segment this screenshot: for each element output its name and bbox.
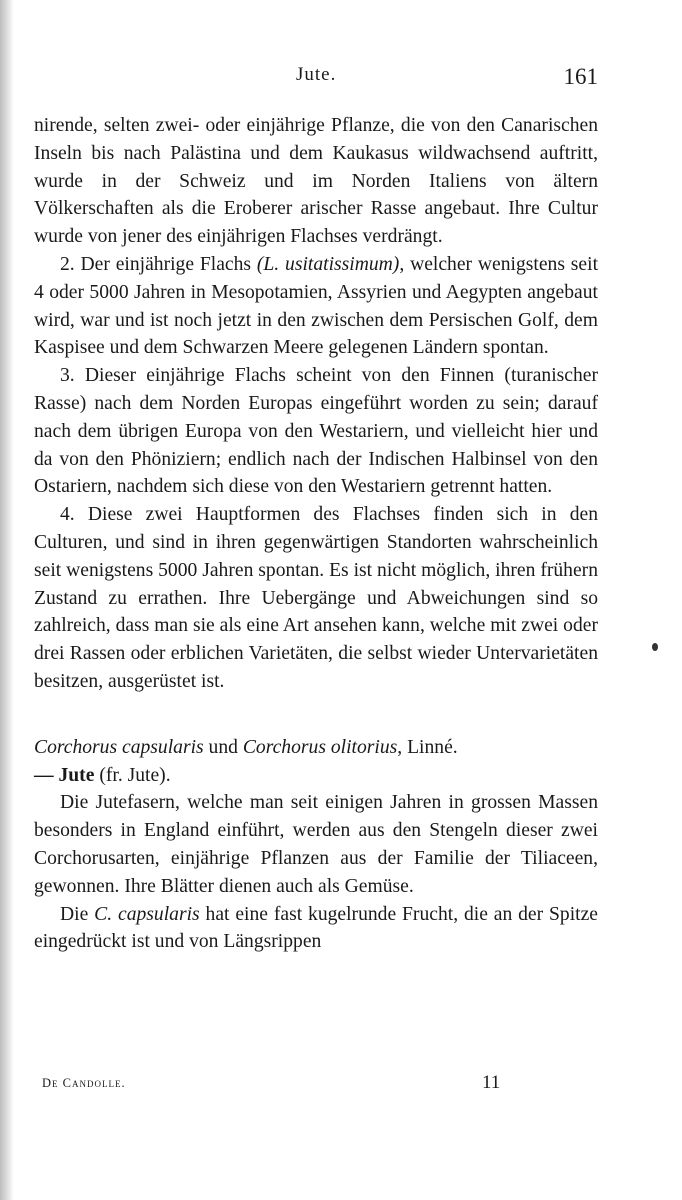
heading-french-name: (fr. Jute).: [94, 764, 171, 786]
page-footer: [34, 1072, 598, 1100]
capsularis-text-end: hat eine fast kugelrunde Frucht, die an der Spitze eingedrückt ist und von Längsrippen: [34, 903, 598, 953]
paragraph-item-3: 3. Dieser einjährige Flachs scheint von den Finnen (turanischer Rasse) nach dem Norden Europas eingeführt worden zu sein; darauf nach dem übrigen Europa von den Westariern, und vielleicht hier und da von den Phöniziern; endlich nach der Indischen Halbinsel von den Ostariern, nachdem sich diese von den Westariern getrennt hatten.: [34, 365, 598, 498]
item-2-text-end: , welcher wenigstens seit 4 oder 5000 Jahren in Mesopotamien, Assyrien und Aegypten angebaut wird, war und ist noch jetzt in den zwischen dem Persischen Golf, dem Kaspisee und dem Schwarzen Meere gelegenen Ländern spontan.: [34, 253, 599, 359]
item-2-text-start: 2. Der einjährige Flachs: [60, 253, 257, 275]
paragraph-capsularis: [34, 901, 598, 957]
heading-author: , Linné.: [397, 736, 458, 758]
paragraph-jute-fibres: Die Jutefasern, welche man seit einigen Jahren in grossen Massen besonders in England einführt, werden aus den Stengeln dieser zwei Corchorusarten, einjährige Pflanzen aus der Familie der Tiliaceen, gewonnen. Ihre Blätter dienen auch als Gemüse.: [34, 792, 598, 897]
item-2-species-name: (L. usitatissimum): [256, 253, 400, 275]
page-edge-shadow: [0, 0, 14, 1200]
signature-mark: De Candolle.: [42, 1076, 126, 1090]
heading-common-name: — Jute: [34, 764, 95, 786]
heading-species-1: Corchorus capsularis: [34, 736, 204, 758]
page-header: [34, 64, 598, 98]
page-body: [34, 112, 598, 956]
sheet-number: 11: [482, 1072, 501, 1093]
paragraph-item-4: 4. Diese zwei Hauptformen des Flachses finden sich in den Culturen, und sind in ihren gegenwärtigen Standorten wahrscheinlich seit wenigstens 5000 Jahren spontan. Es ist nicht möglich, ihren frühern Zustand zu errathen. Ihre Uebergänge und Abweichungen sind so zahlreich, dass man sie als eine Art ansehen kann, welche mit zwei oder drei Rassen oder erblichen Varietäten, die selbst wieder Untervarietäten besitzen, ausgerüstet ist.: [34, 504, 598, 692]
heading-connector: und: [203, 736, 243, 758]
paragraph-continuation: nirende, selten zwei- oder einjährige Pflanze, die von den Canarischen Inseln bis nach Palästina und dem Kaukasus wildwachsend auftritt, wurde in der Schweiz und im Norden Italiens von ältern Völkerschaften als die Eroberer arischer Rasse angebaut. Ihre Cultur wurde von jener des einjährigen Flachses verdrängt.: [34, 115, 598, 248]
running-title: Jute.: [296, 64, 337, 85]
paragraph-item-2: [34, 251, 598, 362]
section-heading: [34, 734, 598, 790]
capsularis-text-start: Die: [60, 903, 95, 925]
heading-species-2: Corchorus olitorius: [242, 736, 398, 758]
ink-speck: [652, 643, 658, 651]
capsularis-species-name: C. capsularis: [94, 903, 200, 925]
page-number: 161: [563, 64, 598, 89]
